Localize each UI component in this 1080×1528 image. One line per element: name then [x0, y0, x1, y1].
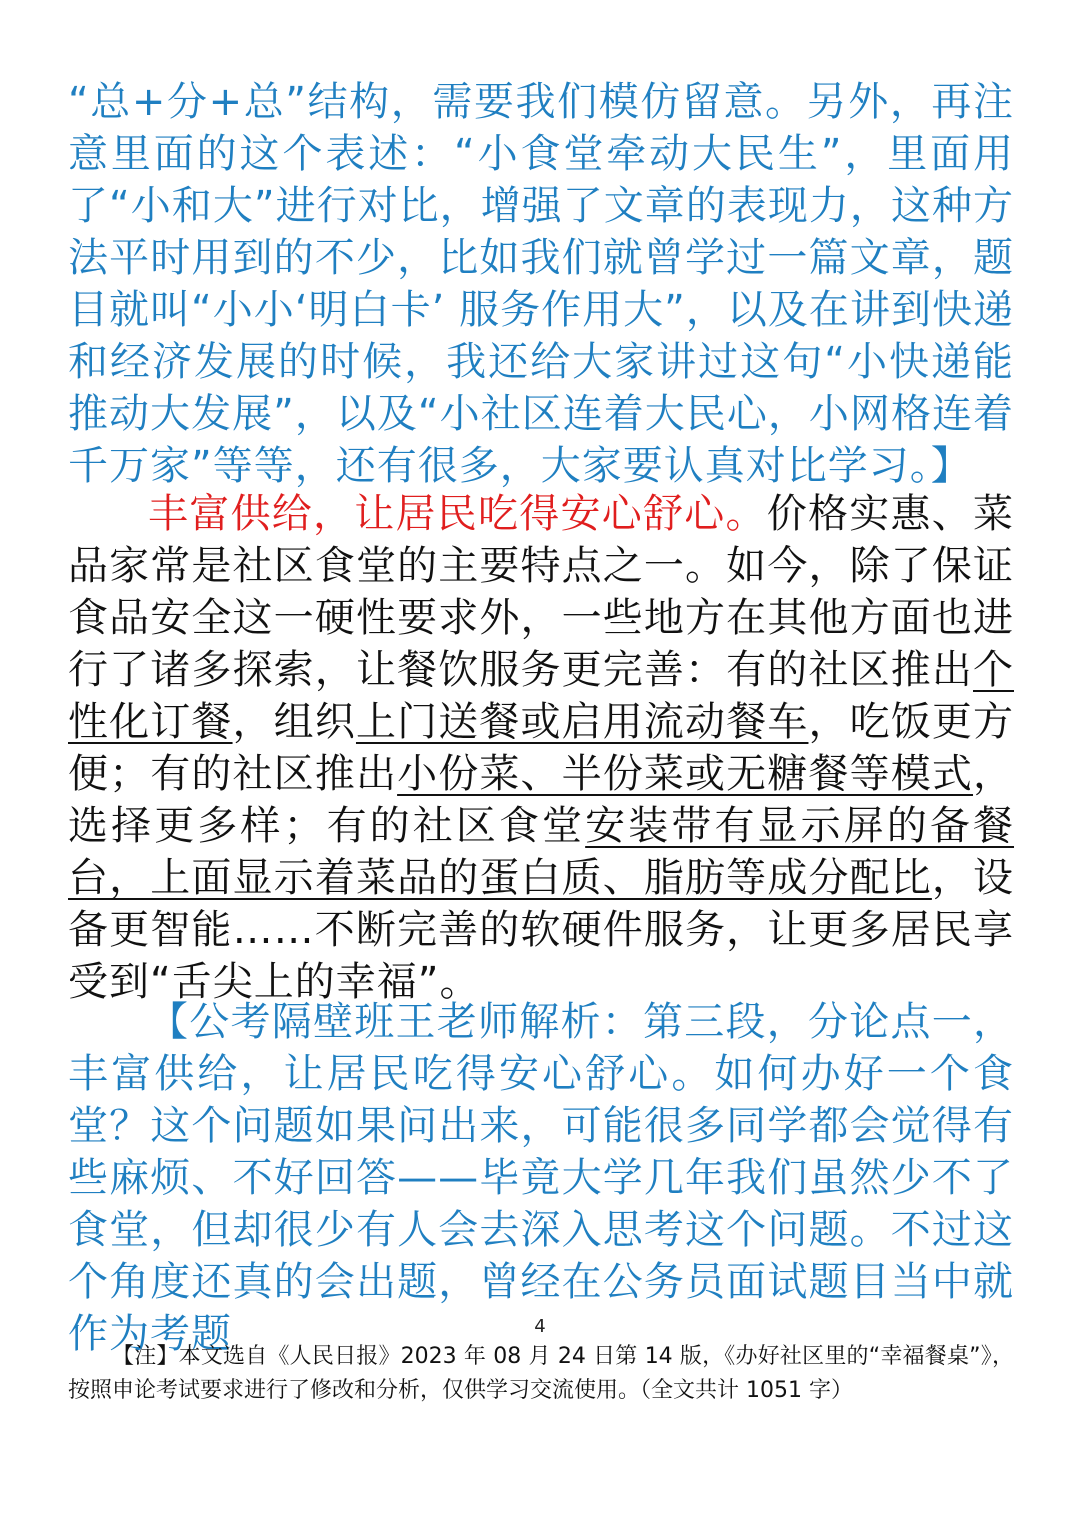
- body-text-3: ，吃饭更方便；有的社区推出: [68, 699, 1015, 797]
- body-text-5: ，设备更智能……不断完善的软硬件服务，让更多居民享受到“舌尖上的幸福”。: [68, 855, 1015, 1005]
- subpoint-heading: 丰富供给，让居民吃得安心舒心。: [148, 491, 767, 537]
- underlined-phrase-4: 安装带有显示屏的备餐台，上面显示着菜品的蛋白质、脂肪等成分配比: [68, 803, 1015, 901]
- body-text-1: 价格实惠、菜品家常是社区食堂的主要特点之一。如今，除了保证食品安全这一硬性要求外，一些地方在其他方面也进行了诸多探索，让餐饮服务更完善：有的社区推出: [68, 491, 1014, 693]
- underlined-phrase-2: 上门送餐或启用流动餐车: [355, 699, 809, 745]
- source-footnote: 【注】本文选自《人民日报》2023 年 08 月 24 日第 14 版，《办好社区里的“幸福餐桌”》，按照申论考试要求进行了修改和分析，仅供学习交流使用。（全文共计 1051 字）: [68, 1344, 1014, 1403]
- underlined-phrase-1: 个性化订餐: [68, 647, 1014, 745]
- analysis-paragraph: 【公考隔壁班王老师解析：第三段，分论点一，丰富供给，让居民吃得安心舒心。如何办好一个食堂？这个问题如果问出来，可能很多同学都会觉得有些麻烦、不好回答——毕竟大学几年我们虽然少不了食堂，但却很少有人会去深入思考这个问题。不过这个角度还真的会出题，曾经在公务员面试题目当中就作为考题: [68, 999, 1014, 1357]
- body-paragraph: [68, 488, 1014, 1008]
- analysis-paragraph-continued: “总+分+总”结构，需要我们模仿留意。另外，再注意里面的这个表述：“小食堂牵动大民生”，里面用了“小和大”进行对比，增强了文章的表现力，这种方法平时用到的不少，比如我们就曾学过一篇文章，题目就叫“小小‘明白卡’ 服务作用大”，以及在讲到快递和经济发展的时候，我还给大家讲过这句“小快递能推动大发展”，以及“小社区连着大民心，小网格连着千万家”等等，还有很多，大家要认真对比学习。】: [68, 79, 1014, 489]
- underlined-phrase-3: 小份菜、半份菜或无糖餐等模式: [397, 751, 974, 797]
- page-number: 4: [534, 1316, 546, 1337]
- body-text-2: ，组织: [232, 699, 356, 745]
- body-text-4: ，选择更多样；有的社区食堂: [68, 751, 1015, 849]
